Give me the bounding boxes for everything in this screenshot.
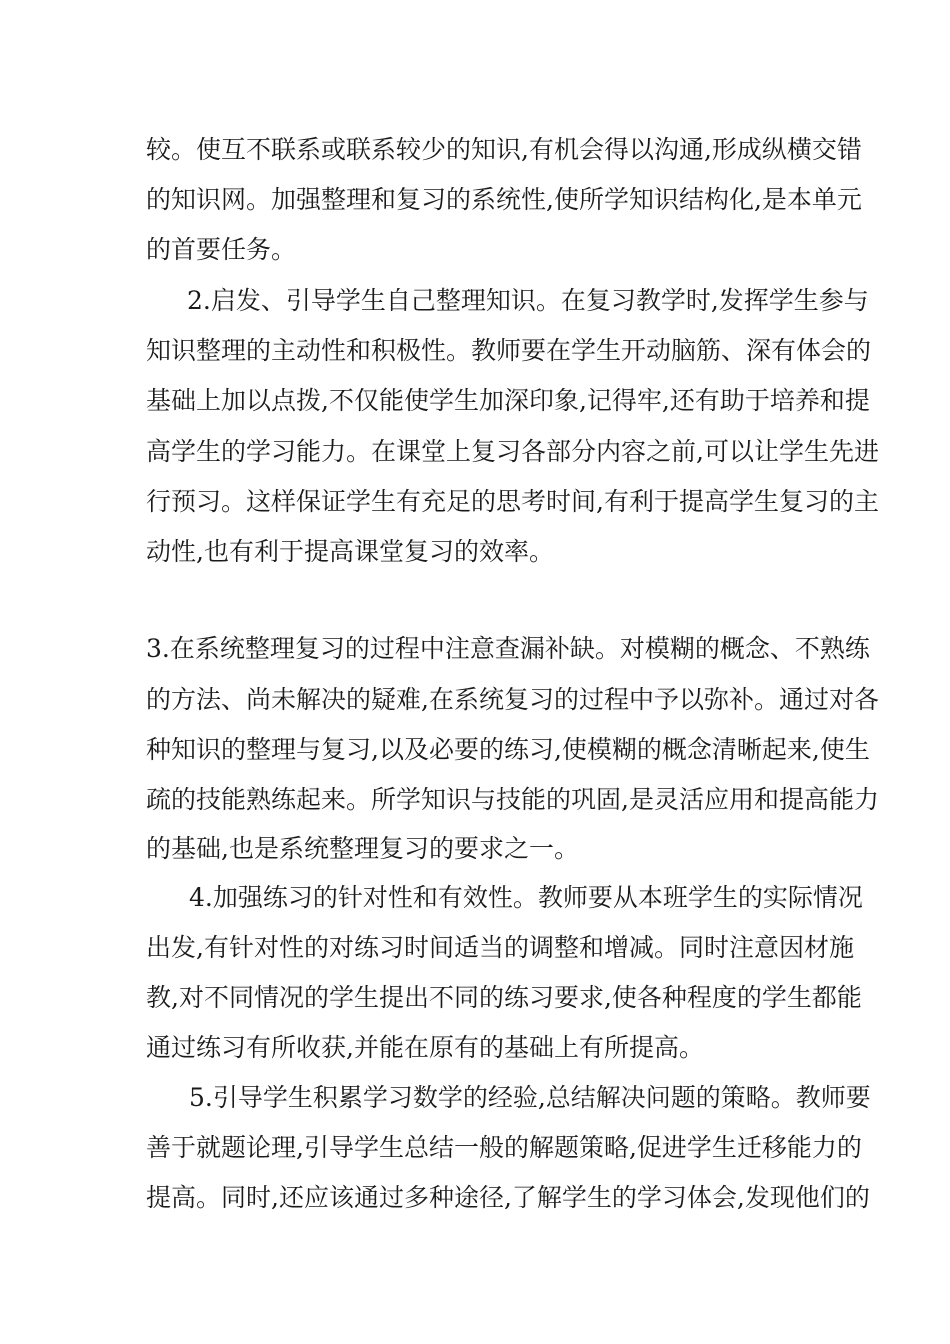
text-line: 行预习。这样保证学生有充足的思考时间,有利于提高学生复习的主 bbox=[146, 487, 879, 516]
text-line: 提高。同时,还应该通过多种途径,了解学生的学习体会,发现他们的 bbox=[146, 1183, 870, 1212]
text-line: 善于就题论理,引导学生总结一般的解题策略,促进学生迁移能力的 bbox=[146, 1133, 862, 1162]
text-line: 知识整理的主动性和积极性。教师要在学生开动脑筋、深有体会的 bbox=[146, 336, 872, 365]
paragraph-5-first-line: 5.引导学生积累学习数学的经验,总结解决问题的策略。教师要 bbox=[189, 1083, 871, 1112]
text-line: 动性,也有利于提高课堂复习的效率。 bbox=[146, 537, 554, 566]
paragraph-4-first-line: 4.加强练习的针对性和有效性。教师要从本班学生的实际情况 bbox=[189, 883, 863, 912]
text-line: 的方法、尚未解决的疑难,在系统复习的过程中予以弥补。通过对各 bbox=[146, 685, 879, 714]
paragraph-3-first-line: 3.在系统整理复习的过程中注意查漏补缺。对模糊的概念、不熟练 bbox=[146, 634, 870, 663]
text-line: 出发,有针对性的对练习时间适当的调整和增减。同时注意因材施 bbox=[146, 933, 854, 962]
text-line: 的首要任务。 bbox=[146, 235, 297, 264]
text-line: 种知识的整理与复习,以及必要的练习,使模糊的概念清晰起来,使生 bbox=[146, 735, 870, 764]
text-line: 较。使互不联系或联系较少的知识,有机会得以沟通,形成纵横交错 bbox=[146, 135, 862, 164]
text-line: 基础上加以点拨,不仅能使学生加深印象,记得牢,还有助于培养和提 bbox=[146, 386, 870, 415]
text-line: 通过练习有所收获,并能在原有的基础上有所提高。 bbox=[146, 1033, 704, 1062]
text-line: 高学生的学习能力。在课堂上复习各部分内容之前,可以让学生先进 bbox=[146, 437, 879, 466]
text-line: 的知识网。加强整理和复习的系统性,使所学知识结构化,是本单元 bbox=[146, 185, 862, 214]
text-line: 教,对不同情况的学生提出不同的练习要求,使各种程度的学生都能 bbox=[146, 983, 862, 1012]
text-line: 的基础,也是系统整理复习的要求之一。 bbox=[146, 834, 579, 863]
text-line: 疏的技能熟练起来。所学知识与技能的巩固,是灵活应用和提高能力 bbox=[146, 785, 879, 814]
paragraph-2-first-line: 2.启发、引导学生自己整理知识。在复习教学时,发挥学生参与 bbox=[187, 286, 869, 315]
